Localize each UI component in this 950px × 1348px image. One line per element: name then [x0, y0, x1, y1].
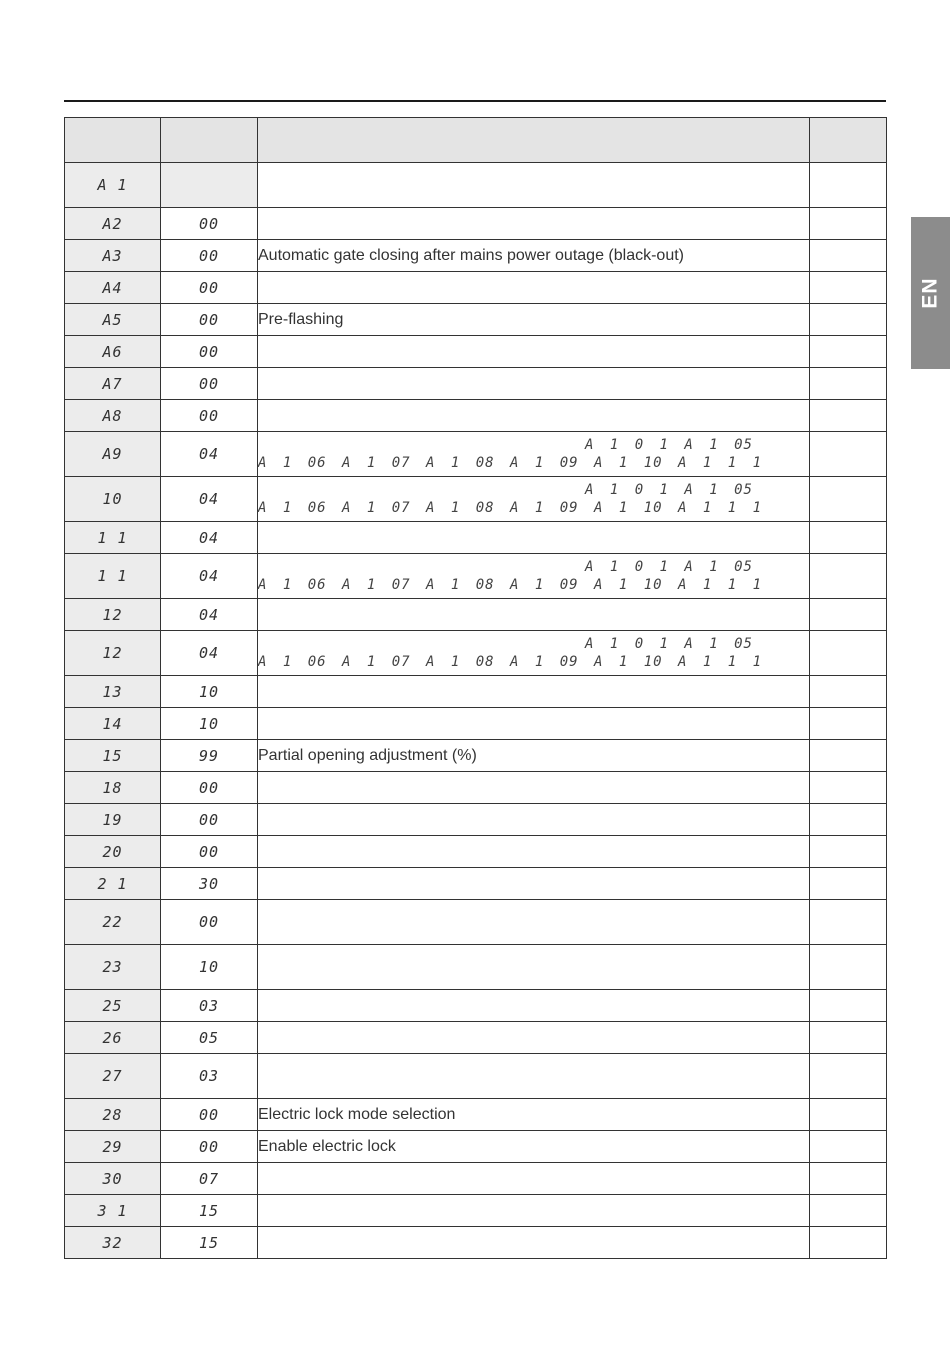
param-code: 23 — [65, 945, 161, 990]
table-row — [65, 631, 887, 676]
param-code: A3 — [65, 240, 161, 272]
param-description — [258, 400, 810, 432]
param-description — [258, 945, 810, 990]
param-code: 18 — [65, 772, 161, 804]
param-setting — [810, 163, 887, 208]
header-cell-code — [65, 118, 161, 163]
param-code: 2 1 — [65, 868, 161, 900]
param-setting — [810, 477, 887, 522]
param-setting — [810, 868, 887, 900]
param-code: 1 1 — [65, 554, 161, 599]
table-row — [65, 304, 887, 336]
header-cell-setting — [810, 118, 887, 163]
param-default: 00 — [161, 240, 258, 272]
param-description — [258, 208, 810, 240]
param-description — [258, 1195, 810, 1227]
param-setting — [810, 599, 887, 631]
display-codes-top: A 1 0 1 A 1 05 — [584, 636, 753, 652]
param-code: A6 — [65, 336, 161, 368]
param-code: 10 — [65, 477, 161, 522]
param-default: 10 — [161, 945, 258, 990]
param-description — [258, 1054, 810, 1099]
table-row — [65, 522, 887, 554]
table-row — [65, 900, 887, 945]
param-setting — [810, 708, 887, 740]
param-description: Electric lock mode selection — [258, 1099, 810, 1131]
table-row — [65, 1099, 887, 1131]
param-default: 00 — [161, 272, 258, 304]
language-tab — [911, 217, 950, 369]
param-description — [258, 1227, 810, 1259]
param-code: 29 — [65, 1131, 161, 1163]
table-row — [65, 400, 887, 432]
table-row — [65, 868, 887, 900]
param-description — [258, 599, 810, 631]
table-row — [65, 432, 887, 477]
param-code: 19 — [65, 804, 161, 836]
display-codes-bottom: A 1 06 A 1 07 A 1 08 A 1 09 A 1 10 A 1 1 1 — [258, 654, 763, 670]
param-default: 15 — [161, 1195, 258, 1227]
param-default: 03 — [161, 990, 258, 1022]
table-row — [65, 554, 887, 599]
param-setting — [810, 272, 887, 304]
param-default: 00 — [161, 772, 258, 804]
param-description — [258, 1022, 810, 1054]
param-setting — [810, 1022, 887, 1054]
table-row — [65, 708, 887, 740]
param-code: 22 — [65, 900, 161, 945]
param-setting — [810, 836, 887, 868]
table-row — [65, 1195, 887, 1227]
param-setting — [810, 1054, 887, 1099]
param-description — [258, 522, 810, 554]
language-tab-label: EN — [918, 277, 942, 309]
param-description: Enable electric lock — [258, 1131, 810, 1163]
param-code: 1 1 — [65, 522, 161, 554]
param-description — [258, 368, 810, 400]
param-setting — [810, 740, 887, 772]
param-description — [258, 804, 810, 836]
param-setting — [810, 990, 887, 1022]
table-header-row — [65, 118, 887, 163]
param-setting — [810, 400, 887, 432]
param-setting — [810, 1163, 887, 1195]
display-codes-top: A 1 0 1 A 1 05 — [584, 482, 753, 498]
param-description — [258, 272, 810, 304]
param-code: 12 — [65, 631, 161, 676]
header-cell-description — [258, 118, 810, 163]
param-description: Partial opening adjustment (%) — [258, 740, 810, 772]
param-description — [258, 868, 810, 900]
table-row — [65, 240, 887, 272]
param-code: 20 — [65, 836, 161, 868]
param-code: A7 — [65, 368, 161, 400]
param-default: 04 — [161, 554, 258, 599]
param-code: 26 — [65, 1022, 161, 1054]
param-default: 04 — [161, 522, 258, 554]
table-row — [65, 599, 887, 631]
param-setting — [810, 945, 887, 990]
param-setting — [810, 631, 887, 676]
display-codes-bottom: A 1 06 A 1 07 A 1 08 A 1 09 A 1 10 A 1 1 1 — [258, 577, 763, 593]
param-description — [258, 432, 810, 477]
param-description — [258, 900, 810, 945]
param-code: 25 — [65, 990, 161, 1022]
param-default: 99 — [161, 740, 258, 772]
table-row — [65, 772, 887, 804]
table-row — [65, 163, 887, 208]
param-code: 14 — [65, 708, 161, 740]
param-setting — [810, 304, 887, 336]
param-description — [258, 554, 810, 599]
param-default: 04 — [161, 432, 258, 477]
param-default: 07 — [161, 1163, 258, 1195]
param-default: 04 — [161, 477, 258, 522]
param-setting — [810, 900, 887, 945]
param-code: 32 — [65, 1227, 161, 1259]
param-setting — [810, 208, 887, 240]
param-default: 00 — [161, 304, 258, 336]
param-setting — [810, 676, 887, 708]
table-row — [65, 208, 887, 240]
param-setting — [810, 1227, 887, 1259]
param-setting — [810, 772, 887, 804]
param-description — [258, 772, 810, 804]
table-row — [65, 272, 887, 304]
param-description — [258, 836, 810, 868]
table-row — [65, 676, 887, 708]
param-setting — [810, 240, 887, 272]
param-setting — [810, 1099, 887, 1131]
param-default: 15 — [161, 1227, 258, 1259]
param-setting — [810, 804, 887, 836]
param-default: 00 — [161, 1131, 258, 1163]
param-default: 10 — [161, 708, 258, 740]
display-codes-bottom: A 1 06 A 1 07 A 1 08 A 1 09 A 1 10 A 1 1 1 — [258, 455, 763, 471]
param-description — [258, 990, 810, 1022]
param-setting — [810, 522, 887, 554]
header-cell-default — [161, 118, 258, 163]
param-default: 00 — [161, 836, 258, 868]
param-description — [258, 163, 810, 208]
table-row — [65, 1054, 887, 1099]
table-row — [65, 336, 887, 368]
param-description — [258, 631, 810, 676]
param-description — [258, 477, 810, 522]
param-default: 00 — [161, 336, 258, 368]
top-rule — [64, 100, 886, 102]
param-description — [258, 676, 810, 708]
param-default: 00 — [161, 804, 258, 836]
param-setting — [810, 336, 887, 368]
display-codes-bottom: A 1 06 A 1 07 A 1 08 A 1 09 A 1 10 A 1 1 1 — [258, 500, 763, 516]
table-row — [65, 990, 887, 1022]
display-codes-top: A 1 0 1 A 1 05 — [584, 559, 753, 575]
param-setting — [810, 432, 887, 477]
param-setting — [810, 1195, 887, 1227]
param-code: A2 — [65, 208, 161, 240]
param-default: 00 — [161, 368, 258, 400]
table-row — [65, 368, 887, 400]
param-default: 04 — [161, 599, 258, 631]
param-default: 30 — [161, 868, 258, 900]
param-default: 10 — [161, 676, 258, 708]
param-code: 15 — [65, 740, 161, 772]
parameter-table — [64, 117, 887, 1259]
table-row — [65, 804, 887, 836]
param-code: A 1 — [65, 163, 161, 208]
param-default: 00 — [161, 208, 258, 240]
param-default: 00 — [161, 1099, 258, 1131]
param-description — [258, 708, 810, 740]
param-default: 03 — [161, 1054, 258, 1099]
table-row — [65, 1163, 887, 1195]
param-code: 27 — [65, 1054, 161, 1099]
param-setting — [810, 1131, 887, 1163]
table-row — [65, 740, 887, 772]
param-code: A4 — [65, 272, 161, 304]
table-row — [65, 836, 887, 868]
table-row — [65, 1022, 887, 1054]
param-code: 28 — [65, 1099, 161, 1131]
param-code: 12 — [65, 599, 161, 631]
display-codes-top: A 1 0 1 A 1 05 — [584, 437, 753, 453]
param-description: Pre-flashing — [258, 304, 810, 336]
param-code: 3 1 — [65, 1195, 161, 1227]
param-description: Automatic gate closing after mains power outage (black-out) — [258, 240, 810, 272]
param-code: A8 — [65, 400, 161, 432]
param-setting — [810, 554, 887, 599]
param-code: 30 — [65, 1163, 161, 1195]
param-code: 13 — [65, 676, 161, 708]
param-code: A9 — [65, 432, 161, 477]
table-row — [65, 1131, 887, 1163]
param-default: 00 — [161, 400, 258, 432]
param-default — [161, 163, 258, 208]
param-default: 00 — [161, 900, 258, 945]
param-description — [258, 1163, 810, 1195]
param-default: 05 — [161, 1022, 258, 1054]
param-code: A5 — [65, 304, 161, 336]
table-row — [65, 1227, 887, 1259]
param-description — [258, 336, 810, 368]
param-setting — [810, 368, 887, 400]
param-default: 04 — [161, 631, 258, 676]
table-row — [65, 945, 887, 990]
table-row — [65, 477, 887, 522]
